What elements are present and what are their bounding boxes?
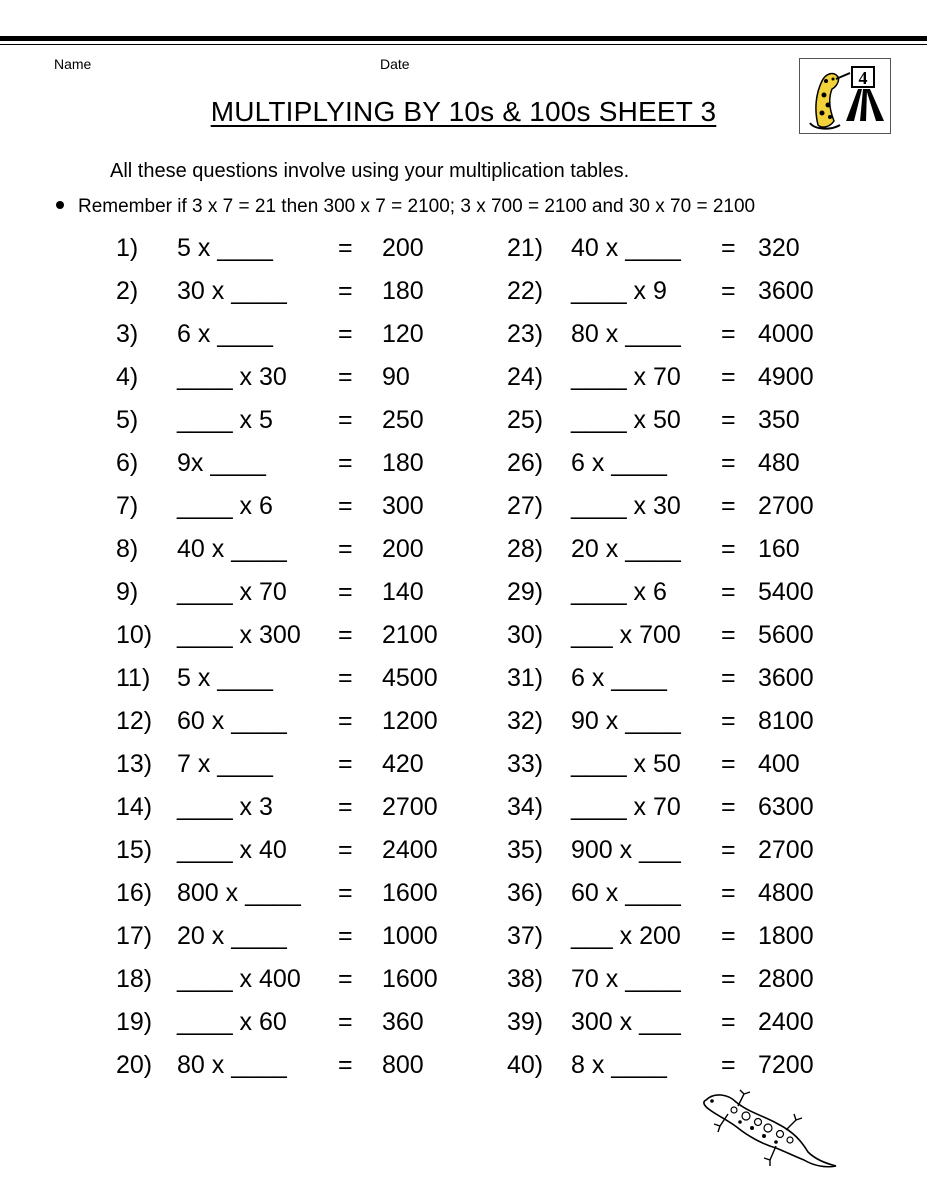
question-answer: 4900 (758, 363, 814, 391)
question-answer: 320 (758, 234, 800, 262)
question-expression: 40 x ____ (177, 535, 287, 563)
question-answer: 6300 (758, 793, 814, 821)
equals-sign: = (338, 707, 353, 735)
question-number: 40) (507, 1051, 544, 1079)
question-row-right (0, 918, 927, 954)
grade-number: 4 (858, 68, 868, 88)
question-answer: 2400 (758, 1008, 814, 1036)
question-number: 30) (507, 621, 544, 649)
question-number: 7) (116, 492, 139, 520)
question-number: 28) (507, 535, 544, 563)
question-row-right (0, 574, 927, 610)
equals-sign: = (338, 793, 353, 821)
question-expression: ____ x 400 (177, 965, 301, 993)
question-expression: ____ x 50 (571, 406, 681, 434)
question-number: 10) (116, 621, 153, 649)
question-expression: 80 x ____ (177, 1051, 287, 1079)
question-answer: 1200 (382, 707, 438, 735)
equals-sign: = (338, 965, 353, 993)
equals-sign: = (338, 535, 353, 563)
question-answer: 1600 (382, 965, 438, 993)
question-number: 11) (116, 664, 151, 692)
question-answer: 4500 (382, 664, 438, 692)
question-expression: ____ x 70 (571, 793, 681, 821)
question-expression: 5 x ____ (177, 234, 273, 262)
question-answer: 180 (382, 277, 424, 305)
question-answer: 4800 (758, 879, 814, 907)
question-number: 38) (507, 965, 544, 993)
question-answer: 1000 (382, 922, 438, 950)
question-answer: 2400 (382, 836, 438, 864)
equals-sign: = (721, 492, 736, 520)
equals-sign: = (721, 836, 736, 864)
question-expression: 8 x ____ (571, 1051, 667, 1079)
question-answer: 2800 (758, 965, 814, 993)
question-expression: 5 x ____ (177, 664, 273, 692)
question-answer: 4000 (758, 320, 814, 348)
question-number: 17) (116, 922, 153, 950)
question-answer: 350 (758, 406, 800, 434)
reminder-bullet (56, 196, 755, 218)
equals-sign: = (338, 320, 353, 348)
date-label: Date (380, 56, 410, 72)
question-answer: 5600 (758, 621, 814, 649)
question-expression: ____ x 3 (177, 793, 273, 821)
question-expression: 800 x ____ (177, 879, 301, 907)
question-number: 22) (507, 277, 544, 305)
equals-sign: = (721, 922, 736, 950)
question-row-right (0, 746, 927, 782)
question-answer: 400 (758, 750, 800, 778)
question-number: 13) (116, 750, 153, 778)
equals-sign: = (721, 277, 736, 305)
question-answer: 3600 (758, 664, 814, 692)
equals-sign: = (721, 1051, 736, 1079)
bullet-dot-icon (56, 201, 64, 209)
question-answer: 120 (382, 320, 424, 348)
equals-sign: = (721, 578, 736, 606)
question-expression: ___ x 700 (571, 621, 681, 649)
question-answer: 250 (382, 406, 424, 434)
instruction-text: All these questions involve using your multiplication tables. (110, 160, 630, 182)
question-number: 35) (507, 836, 544, 864)
question-expression: ____ x 9 (571, 277, 667, 305)
question-number: 2) (116, 277, 139, 305)
equals-sign: = (721, 1008, 736, 1036)
question-answer: 2700 (758, 836, 814, 864)
question-row-right (0, 789, 927, 825)
question-row-right (0, 875, 927, 911)
equals-sign: = (338, 1008, 353, 1036)
equals-sign: = (721, 535, 736, 563)
name-label: Name (54, 56, 92, 72)
question-expression: ____ x 6 (177, 492, 273, 520)
question-number: 9) (116, 578, 139, 606)
equals-sign: = (338, 750, 353, 778)
question-expression: ____ x 30 (571, 492, 681, 520)
question-answer: 160 (758, 535, 800, 563)
equals-sign: = (721, 879, 736, 907)
question-row-right (0, 1004, 927, 1040)
question-row-right (0, 1047, 927, 1083)
equals-sign: = (338, 449, 353, 477)
question-answer: 480 (758, 449, 800, 477)
equals-sign: = (721, 965, 736, 993)
question-expression: 6 x ____ (571, 449, 667, 477)
question-answer: 2700 (758, 492, 814, 520)
question-answer: 7200 (758, 1051, 814, 1079)
question-number: 20) (116, 1051, 153, 1079)
question-expression: 40 x ____ (571, 234, 681, 262)
question-answer: 360 (382, 1008, 424, 1036)
question-row-right (0, 316, 927, 352)
question-number: 25) (507, 406, 544, 434)
question-expression: 60 x ____ (177, 707, 287, 735)
question-expression: ____ x 40 (177, 836, 287, 864)
question-expression: ____ x 30 (177, 363, 287, 391)
question-expression: ____ x 300 (177, 621, 301, 649)
question-expression: 6 x ____ (177, 320, 273, 348)
question-answer: 2700 (382, 793, 438, 821)
question-expression: 70 x ____ (571, 965, 681, 993)
question-expression: 90 x ____ (571, 707, 681, 735)
equals-sign: = (338, 406, 353, 434)
question-expression: ____ x 6 (571, 578, 667, 606)
question-number: 6) (116, 449, 139, 477)
question-number: 1) (116, 234, 139, 262)
equals-sign: = (721, 621, 736, 649)
question-expression: 30 x ____ (177, 277, 287, 305)
question-number: 39) (507, 1008, 544, 1036)
question-answer: 420 (382, 750, 424, 778)
question-row-right (0, 359, 927, 395)
question-row-right (0, 273, 927, 309)
question-number: 37) (507, 922, 544, 950)
question-row-right (0, 402, 927, 438)
equals-sign: = (338, 664, 353, 692)
question-expression: 20 x ____ (571, 535, 681, 563)
equals-sign: = (721, 707, 736, 735)
question-number: 26) (507, 449, 544, 477)
question-expression: 9x ____ (177, 449, 266, 477)
question-expression: 60 x ____ (571, 879, 681, 907)
equals-sign: = (338, 492, 353, 520)
question-number: 34) (507, 793, 544, 821)
question-expression: 900 x ___ (571, 836, 681, 864)
question-number: 33) (507, 750, 544, 778)
question-row-right (0, 488, 927, 524)
question-row-right (0, 961, 927, 997)
question-number: 15) (116, 836, 153, 864)
question-number: 3) (116, 320, 139, 348)
question-number: 24) (507, 363, 544, 391)
question-answer: 300 (382, 492, 424, 520)
question-answer: 1600 (382, 879, 438, 907)
question-row-right (0, 445, 927, 481)
salamander-teacher-icon (800, 59, 890, 133)
question-answer: 8100 (758, 707, 814, 735)
question-number: 36) (507, 879, 544, 907)
question-expression: ____ x 50 (571, 750, 681, 778)
question-answer: 3600 (758, 277, 814, 305)
equals-sign: = (338, 578, 353, 606)
equals-sign: = (721, 234, 736, 262)
equals-sign: = (721, 363, 736, 391)
question-row-right (0, 703, 927, 739)
top-rule-thin (0, 44, 927, 45)
equals-sign: = (338, 922, 353, 950)
question-number: 21) (507, 234, 544, 262)
page-title: MULTIPLYING BY 10s & 100s SHEET 3 (210, 96, 717, 127)
equals-sign: = (721, 320, 736, 348)
equals-sign: = (721, 750, 736, 778)
question-row-right (0, 617, 927, 653)
question-answer: 5400 (758, 578, 814, 606)
question-answer: 140 (382, 578, 424, 606)
question-number: 4) (116, 363, 139, 391)
equals-sign: = (338, 621, 353, 649)
question-number: 16) (116, 879, 153, 907)
question-answer: 1800 (758, 922, 814, 950)
question-expression: 80 x ____ (571, 320, 681, 348)
question-row-right (0, 531, 927, 567)
question-answer: 2100 (382, 621, 438, 649)
question-row-right (0, 230, 927, 266)
question-answer: 90 (382, 363, 410, 391)
question-number: 29) (507, 578, 544, 606)
question-answer: 200 (382, 535, 424, 563)
equals-sign: = (721, 793, 736, 821)
question-answer: 800 (382, 1051, 424, 1079)
question-expression: ____ x 70 (571, 363, 681, 391)
question-expression: 20 x ____ (177, 922, 287, 950)
question-expression: ___ x 200 (571, 922, 681, 950)
question-row-right (0, 660, 927, 696)
question-number: 32) (507, 707, 544, 735)
question-number: 23) (507, 320, 544, 348)
question-number: 18) (116, 965, 153, 993)
equals-sign: = (338, 879, 353, 907)
question-number: 27) (507, 492, 544, 520)
question-row-right (0, 832, 927, 868)
equals-sign: = (338, 277, 353, 305)
question-expression: ____ x 60 (177, 1008, 287, 1036)
question-number: 12) (116, 707, 153, 735)
equals-sign: = (721, 406, 736, 434)
question-number: 19) (116, 1008, 153, 1036)
question-answer: 200 (382, 234, 424, 262)
reminder-text: Remember if 3 x 7 = 21 then 300 x 7 = 2100; 3 x 700 = 2100 and 30 x 70 = 2100 (78, 196, 756, 217)
question-answer: 180 (382, 449, 424, 477)
question-number: 14) (116, 793, 153, 821)
equals-sign: = (338, 836, 353, 864)
question-number: 8) (116, 535, 139, 563)
equals-sign: = (338, 234, 353, 262)
question-expression: ____ x 5 (177, 406, 273, 434)
top-rule-thick (0, 36, 927, 41)
equals-sign: = (721, 664, 736, 692)
question-number: 31) (507, 664, 544, 692)
question-number: 5) (116, 406, 139, 434)
salamander-icon (698, 1086, 840, 1174)
equals-sign: = (338, 1051, 353, 1079)
equals-sign: = (338, 363, 353, 391)
question-expression: 6 x ____ (571, 664, 667, 692)
equals-sign: = (721, 449, 736, 477)
question-expression: ____ x 70 (177, 578, 287, 606)
question-expression: 300 x ___ (571, 1008, 681, 1036)
question-expression: 7 x ____ (177, 750, 273, 778)
logo (799, 58, 891, 134)
